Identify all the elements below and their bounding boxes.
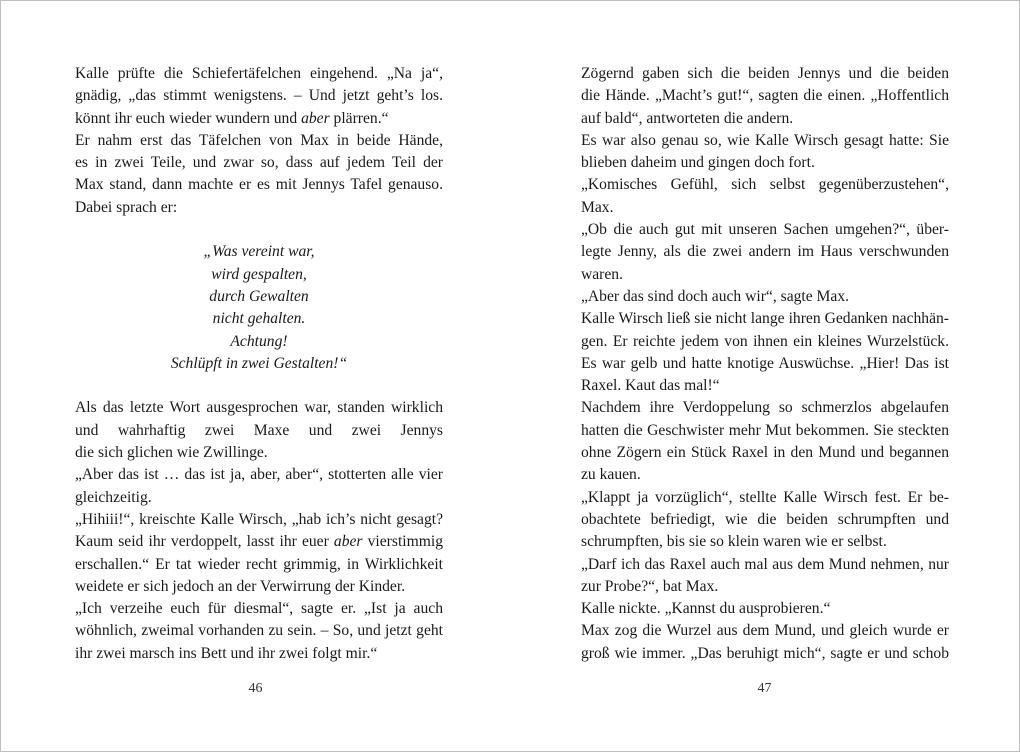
- emphasis: aber: [301, 109, 330, 127]
- page-number-left: 46: [248, 681, 263, 696]
- text-line: Kaum seid ihr verdoppelt, lasst ihr euer aber vierstimmig: [75, 533, 443, 551]
- text-line: zur Probe?“, bat Max.: [581, 577, 719, 595]
- emphasis: aber: [333, 533, 363, 551]
- text-line: blieben daheim und gingen doch fort.: [581, 154, 815, 172]
- right-page-text: [581, 63, 949, 665]
- left-page: [1, 1, 510, 751]
- text-line: Max stand, dann machte er es mit Jennys Tafel genauso.: [75, 176, 443, 194]
- text-line: wöhnlich, zweimal vorhanden zu sein. – So, und jetzt geht: [75, 622, 443, 640]
- text-line: „Ich verzeihe euch für diesmal“, sagte er. „Ist ja auch: [75, 600, 443, 618]
- text-line: die sich glichen wie Zwillinge.: [75, 444, 268, 462]
- verse-line: durch Gewalten: [209, 287, 309, 305]
- text-line: ohne Zögern ein Stück Raxel in den Mund und begannen: [581, 444, 949, 462]
- text-line: legte Jenny, als die zwei andern im Haus verschwunden: [581, 243, 949, 261]
- stanza-gap: [75, 219, 443, 241]
- verse-line: Schlüpft in zwei Gestalten!“: [170, 354, 348, 372]
- text-line: könnt ihr euch wieder wundern und aber plärren.“: [75, 109, 389, 127]
- text-line: Raxel. Kaut das mal!“: [581, 377, 720, 395]
- text-line: waren.: [581, 265, 623, 283]
- text-line: auf bald“, antworteten die andern.: [581, 109, 794, 127]
- text-line: Zögernd gaben sich die beiden Jennys und die beiden: [581, 65, 949, 82]
- text-line: „Klappt ja vorzüglich“, stellte Kalle Wirsch fest. Er be-: [581, 488, 949, 506]
- text-line: Kalle Wirsch ließ sie nicht lange ihren Gedanken nachhän-: [581, 310, 949, 328]
- right-page: [510, 1, 1019, 751]
- text-line: ihr zwei marsch ins Bett und ihr zwei folgt mir.“: [75, 644, 378, 662]
- text-line: schrumpften, bis sie so klein waren wie er selbst.: [581, 533, 887, 551]
- text-line: „Darf ich das Raxel auch mal aus dem Mund nehmen, nur: [581, 555, 949, 573]
- text-line: erschallen.“ Er tat wieder recht grimmig, in Wirklichkeit: [75, 555, 443, 573]
- text-line: gleichzeitig.: [75, 488, 152, 506]
- text-line: groß wie immer. „Das beruhigt mich“, sagte er und schob: [581, 644, 949, 662]
- left-page-text: [75, 63, 443, 665]
- text-line: zu kauen.: [581, 466, 641, 484]
- text-line: weidete er sich jedoch an der Verwirrung der Kinder.: [75, 577, 406, 595]
- text-line: Nachdem ihre Verdoppelung so schmerzlos abgelaufen: [581, 399, 949, 417]
- text-line: Als das letzte Wort ausgesprochen war, standen wirklich: [75, 399, 443, 417]
- verse-block: [75, 241, 443, 375]
- verse-line: „Was vereint war,: [203, 243, 315, 261]
- text-line: „Ob die auch gut mit unseren Sachen umgehen?“, über-: [581, 221, 949, 239]
- text-line: die Hände. „Macht’s gut!“, sagten die einen. „Hoffentlich: [581, 87, 949, 105]
- text-line: Es war gelb und hatte knotige Auswüchse. „Hier! Das ist: [581, 354, 949, 372]
- text-line: „Aber das ist … das ist ja, aber, aber“, stotterten alle vier: [75, 466, 443, 484]
- text-line: gen. Er reichte jedem von ihnen ein kleines Wurzelstück.: [581, 332, 949, 350]
- text-line: Er nahm erst das Täfelchen von Max in beide Hände,: [75, 131, 443, 149]
- text-line: Dabei sprach er:: [75, 198, 178, 216]
- text-line: hatten die Geschwister mehr Mut bekommen. Sie steckten: [581, 421, 949, 439]
- stanza-gap: [75, 375, 443, 397]
- text-line: „Komisches Gefühl, sich selbst gegenüberzustehen“,: [581, 176, 949, 194]
- text-line: es in zwei Teile, und zwar so, dass auf jedem Teil der: [75, 154, 443, 172]
- text-line: Kalle prüfte die Schiefertäfelchen eingehend. „Na ja“,: [75, 65, 443, 82]
- text-line: Max.: [581, 198, 614, 216]
- text-line: Max zog die Wurzel aus dem Mund, und gleich wurde er: [581, 622, 949, 640]
- text-line: obachtete befriedigt, wie die beiden schrumpften und: [581, 510, 949, 528]
- text-line: gnädig, „das stimmt wenigstens. – Und jetzt geht’s los.: [75, 87, 443, 105]
- verse-line: Achtung!: [230, 332, 288, 350]
- text-line: Es war also genau so, wie Kalle Wirsch gesagt hatte: Sie: [581, 131, 949, 149]
- verse-line: nicht gehalten.: [212, 310, 306, 328]
- text-line: „Hihiii!“, kreischte Kalle Wirsch, „hab ich’s nicht gesagt?: [75, 510, 443, 528]
- text-line: „Aber das sind doch auch wir“, sagte Max.: [581, 287, 850, 305]
- text-line: und wahrhaftig zwei Maxe und zwei Jennys: [75, 421, 443, 439]
- text-line: Kalle nickte. „Kannst du ausprobieren.“: [581, 600, 831, 618]
- verse-line: wird gespalten,: [211, 265, 307, 283]
- page-number-right: 47: [757, 681, 772, 696]
